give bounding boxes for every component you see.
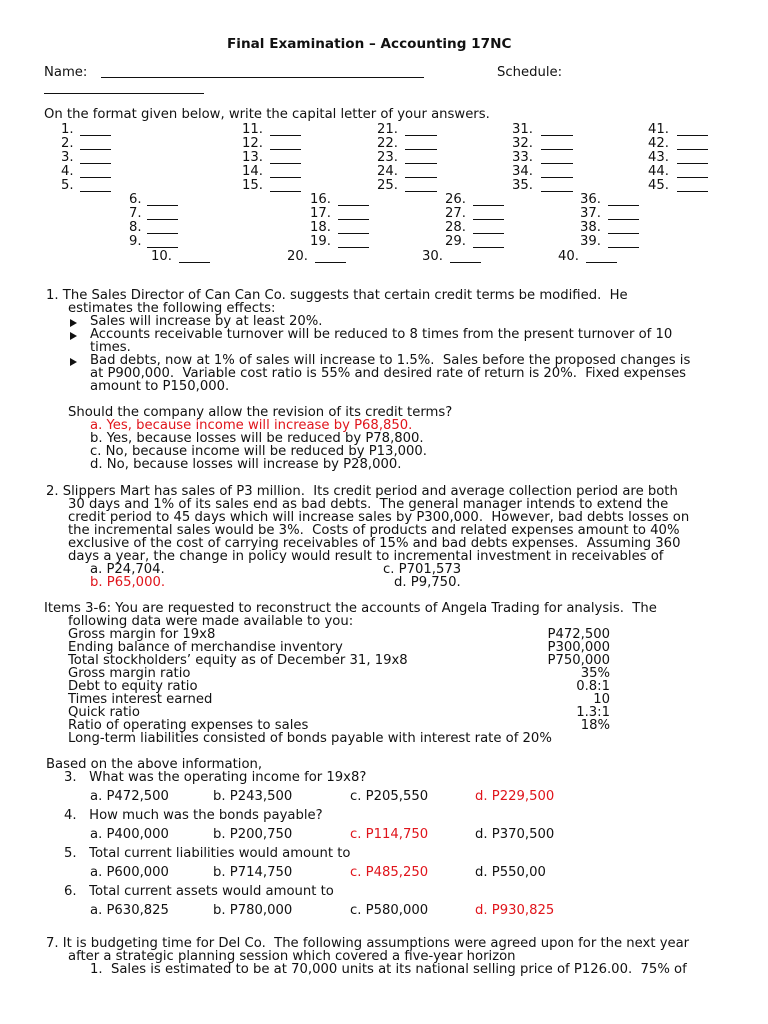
schedule-label: Schedule: xyxy=(497,65,563,80)
answer-blank[interactable] xyxy=(473,247,504,248)
answer-number: 14. xyxy=(242,164,263,179)
data-label: Total stockholders’ equity as of December 31, 19x8 xyxy=(68,653,408,668)
bullet-text: times. xyxy=(90,340,131,355)
choice-a-correct: a. Yes, because income will increase by P68,850. xyxy=(90,418,413,433)
answer-number: 13. xyxy=(242,150,263,165)
answer-blank[interactable] xyxy=(338,247,369,248)
answer-number: 35. xyxy=(512,178,533,193)
bullet-text: amount to P150,000. xyxy=(90,379,230,394)
section-text: following data were made available to you: xyxy=(68,614,354,629)
answer-blank[interactable] xyxy=(677,163,708,164)
question-6: 6. Total current assets would amount to xyxy=(64,884,334,899)
answer-number: 8. xyxy=(129,220,142,235)
answer-blank[interactable] xyxy=(315,262,346,263)
answer-blank[interactable] xyxy=(338,205,369,206)
answer-blank[interactable] xyxy=(405,177,437,178)
answer-blank[interactable] xyxy=(473,205,504,206)
choice-c: c. P205,550 xyxy=(350,789,429,804)
choice-c: c. No, because income will be reduced by P13,000. xyxy=(90,444,427,459)
choice-d: d. P550,00 xyxy=(475,865,546,880)
choice-a: a. P630,825 xyxy=(90,903,169,918)
answer-number: 10. xyxy=(151,249,172,264)
answer-blank[interactable] xyxy=(80,135,111,136)
answer-blank[interactable] xyxy=(677,135,708,136)
answer-blank[interactable] xyxy=(405,135,437,136)
answer-blank[interactable] xyxy=(270,191,301,192)
choice-d: d. No, because losses will increase by P28,000. xyxy=(90,457,402,472)
question-text: 30 days and 1% of its sales end as bad debts. The general manager intends to extend the xyxy=(68,497,669,512)
answer-blank[interactable] xyxy=(541,163,573,164)
choice-b: b. P780,000 xyxy=(213,903,293,918)
choice-a: a. P24,704. xyxy=(90,562,165,577)
choice-a: a. P600,000 xyxy=(90,865,169,880)
choice-c: c. P701,573 xyxy=(383,562,462,577)
answer-blank[interactable] xyxy=(677,149,708,150)
data-value: P472,500 xyxy=(547,627,610,642)
arrow-bullet-icon xyxy=(70,319,77,327)
answer-blank[interactable] xyxy=(608,219,639,220)
question-4: 4. How much was the bonds payable? xyxy=(64,808,323,823)
question-text: days a year, the change in policy would result to incremental investment in receivables of xyxy=(68,549,664,564)
choice-b: b. Yes, because losses will be reduced by P78,800. xyxy=(90,431,424,446)
answer-number: 26. xyxy=(445,192,466,207)
answer-blank[interactable] xyxy=(541,191,573,192)
answer-blank[interactable] xyxy=(608,205,639,206)
choice-d: d. P370,500 xyxy=(475,827,555,842)
question-text: estimates the following effects: xyxy=(68,301,276,316)
answer-number: 29. xyxy=(445,234,466,249)
question-text: 2. Slippers Mart has sales of P3 million. Its credit period and average collection period are both xyxy=(46,484,678,499)
bullet-text: Sales will increase by at least 20%. xyxy=(90,314,323,329)
data-label: Times interest earned xyxy=(68,692,213,707)
answer-number: 34. xyxy=(512,164,533,179)
answer-number: 17. xyxy=(310,206,331,221)
data-label: Gross margin for 19x8 xyxy=(68,627,216,642)
data-value: P300,000 xyxy=(547,640,610,655)
question-text: 7. It is budgeting time for Del Co. The following assumptions were agreed upon for the next year xyxy=(46,936,690,951)
answer-blank[interactable] xyxy=(270,135,301,136)
data-label: Gross margin ratio xyxy=(68,666,191,681)
answer-number: 16. xyxy=(310,192,331,207)
data-label: Quick ratio xyxy=(68,705,140,720)
answer-blank[interactable] xyxy=(608,233,639,234)
arrow-bullet-icon xyxy=(70,332,77,340)
bullet-text: Bad debts, now at 1% of sales will increase to 1.5%. Sales before the proposed changes is xyxy=(90,353,691,368)
answer-number: 32. xyxy=(512,136,533,151)
data-value: 18% xyxy=(580,718,610,733)
instructions: On the format given below, write the capital letter of your answers. xyxy=(44,107,490,122)
answer-number: 25. xyxy=(377,178,398,193)
answer-number: 31. xyxy=(512,122,533,137)
schedule-field[interactable] xyxy=(44,93,204,94)
answer-blank[interactable] xyxy=(677,177,708,178)
data-label: Ending balance of merchandise inventory xyxy=(68,640,343,655)
answer-number: 9. xyxy=(129,234,142,249)
answer-number: 42. xyxy=(648,136,669,151)
answer-blank[interactable] xyxy=(270,149,301,150)
data-label: Long-term liabilities consisted of bonds payable with interest rate of 20% xyxy=(68,731,552,746)
answer-blank[interactable] xyxy=(147,247,178,248)
data-value: 10 xyxy=(593,692,610,707)
answer-number: 6. xyxy=(129,192,142,207)
choice-d-correct: d. P229,500 xyxy=(475,789,555,804)
choice-b: b. P200,750 xyxy=(213,827,293,842)
answer-number: 36. xyxy=(580,192,601,207)
answer-blank[interactable] xyxy=(80,177,111,178)
question-text: the incremental sales would be 3%. Costs of products and related expenses amount to 40% xyxy=(68,523,680,538)
answer-blank[interactable] xyxy=(147,219,178,220)
answer-number: 24. xyxy=(377,164,398,179)
answer-blank[interactable] xyxy=(405,191,437,192)
answer-blank[interactable] xyxy=(586,262,617,263)
answer-number: 37. xyxy=(580,206,601,221)
answer-number: 30. xyxy=(422,249,443,264)
question-text: 1. Sales is estimated to be at 70,000 units at its national selling price of P126.00. 75% of xyxy=(90,962,687,977)
bullet-text: Accounts receivable turnover will be reduced to 8 times from the present turnover of 10 xyxy=(90,327,673,342)
question-text: 1. The Sales Director of Can Can Co. suggests that certain credit terms be modified. He xyxy=(46,288,628,303)
answer-blank[interactable] xyxy=(450,262,481,263)
answer-number: 45. xyxy=(648,178,669,193)
name-field[interactable] xyxy=(101,77,424,78)
answer-number: 5. xyxy=(61,178,74,193)
answer-number: 12. xyxy=(242,136,263,151)
choice-c: c. P580,000 xyxy=(350,903,429,918)
section-text: Items 3-6: You are requested to reconstruct the accounts of Angela Trading for analysis. The xyxy=(44,601,657,616)
answer-number: 23. xyxy=(377,150,398,165)
choice-b: b. P243,500 xyxy=(213,789,293,804)
data-label: Debt to equity ratio xyxy=(68,679,198,694)
question-text: after a strategic planning session which covered a five-year horizon xyxy=(68,949,516,964)
answer-blank[interactable] xyxy=(270,177,301,178)
question-3: 3. What was the operating income for 19x8? xyxy=(64,770,367,785)
page-title: Final Examination – Accounting 17NC xyxy=(227,36,512,52)
question-prompt: Should the company allow the revision of its credit terms? xyxy=(68,405,453,420)
data-value: 35% xyxy=(580,666,610,681)
choice-b: b. P714,750 xyxy=(213,865,293,880)
answer-number: 3. xyxy=(61,150,74,165)
answer-blank[interactable] xyxy=(541,135,573,136)
answer-blank[interactable] xyxy=(80,191,111,192)
answer-blank[interactable] xyxy=(608,247,639,248)
data-value: 1.3:1 xyxy=(576,705,610,720)
answer-number: 18. xyxy=(310,220,331,235)
answer-blank[interactable] xyxy=(80,149,111,150)
section-text: Based on the above information, xyxy=(46,757,263,772)
answer-number: 28. xyxy=(445,220,466,235)
answer-number: 15. xyxy=(242,178,263,193)
answer-number: 38. xyxy=(580,220,601,235)
answer-number: 4. xyxy=(61,164,74,179)
choice-a: a. P472,500 xyxy=(90,789,169,804)
answer-blank[interactable] xyxy=(405,163,437,164)
answer-number: 33. xyxy=(512,150,533,165)
answer-blank[interactable] xyxy=(338,233,369,234)
choice-c-correct: c. P485,250 xyxy=(350,865,429,880)
answer-number: 41. xyxy=(648,122,669,137)
answer-number: 22. xyxy=(377,136,398,151)
answer-blank[interactable] xyxy=(677,191,708,192)
answer-blank[interactable] xyxy=(405,149,437,150)
answer-blank[interactable] xyxy=(270,163,301,164)
answer-number: 40. xyxy=(558,249,579,264)
answer-blank[interactable] xyxy=(147,233,178,234)
choice-c-correct: c. P114,750 xyxy=(350,827,429,842)
data-value: P750,000 xyxy=(547,653,610,668)
answer-number: 20. xyxy=(287,249,308,264)
answer-number: 43. xyxy=(648,150,669,165)
data-label: Ratio of operating expenses to sales xyxy=(68,718,309,733)
bullet-text: at P900,000. Variable cost ratio is 55% and desired rate of return is 20%. Fixed expenses xyxy=(90,366,687,381)
data-value: 0.8:1 xyxy=(576,679,610,694)
answer-blank[interactable] xyxy=(338,219,369,220)
answer-blank[interactable] xyxy=(541,177,573,178)
answer-number: 27. xyxy=(445,206,466,221)
answer-number: 39. xyxy=(580,234,601,249)
question-5: 5. Total current liabilities would amount to xyxy=(64,846,351,861)
choice-a: a. P400,000 xyxy=(90,827,169,842)
answer-blank[interactable] xyxy=(80,163,111,164)
answer-number: 2. xyxy=(61,136,74,151)
answer-number: 7. xyxy=(129,206,142,221)
answer-number: 19. xyxy=(310,234,331,249)
choice-b-correct: b. P65,000. xyxy=(90,575,166,590)
answer-number: 44. xyxy=(648,164,669,179)
answer-blank[interactable] xyxy=(473,233,504,234)
answer-blank[interactable] xyxy=(147,205,178,206)
answer-number: 1. xyxy=(61,122,74,137)
answer-number: 11. xyxy=(242,122,263,137)
choice-d: d. P9,750. xyxy=(394,575,461,590)
question-text: credit period to 45 days which will increase sales by P300,000. However, bad debts losses on xyxy=(68,510,690,525)
answer-blank[interactable] xyxy=(473,219,504,220)
name-label: Name: xyxy=(44,65,88,80)
answer-number: 21. xyxy=(377,122,398,137)
choice-d-correct: d. P930,825 xyxy=(475,903,555,918)
answer-blank[interactable] xyxy=(179,262,210,263)
question-text: exclusive of the cost of carrying receivables of 15% and bad debts expenses. Assuming 360 xyxy=(68,536,681,551)
answer-blank[interactable] xyxy=(541,149,573,150)
arrow-bullet-icon xyxy=(70,358,77,366)
